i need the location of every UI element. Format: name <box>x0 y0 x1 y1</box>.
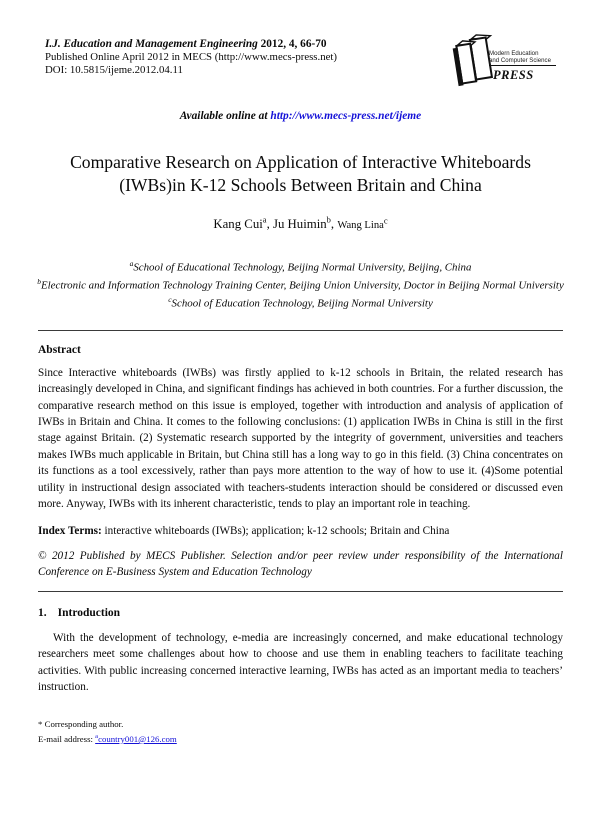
affiliation-b: $^b$Electronic and Information Technology Training Center, Beijing Union University, Doctor in Beijing Normal University <box>37 277 564 292</box>
books-icon <box>444 34 559 88</box>
author-1: Kang Cui$^a$, <box>213 215 273 232</box>
logo-press-label: PRESS <box>493 68 534 82</box>
mecs-press-logo <box>444 34 559 93</box>
section-heading-introduction <box>38 607 563 619</box>
author-list <box>0 215 601 232</box>
journal-info <box>45 38 337 78</box>
abstract-heading: Abstract <box>38 343 81 356</box>
abstract-divider <box>38 330 563 331</box>
abstract-body: Since Interactive whiteboards (IWBs) was firstly applied to k-12 schools in Britain, the related research has increasingly developed in China, and significant findings has achieved in both countries. For a further discussion, the comparative research method on this issue is employed, together with introduction and analysis of application of IWBs in Britain and China. It comes to the following conclusions: (1) application IWBs in China is still in the first stage against Britain. (2) Systematic research supported by the integrity of government, universities and teachers makes IWBs much applicable in Britain, but China still has a long way to go in this field. (3) China concentrates on its functions as a tool excessively, rather than pays more attention to the way of how to use it. (4)Some potential utility in instructional design associated with teachers-students interaction should be considered or discussed even more. Anyway, IWBs with its inherent characteristic, tends to play an important role in teaching. <box>38 366 563 510</box>
index-terms-text: interactive whiteboards (IWBs); application; k-12 schools; Britain and China <box>101 525 450 538</box>
index-terms-label: Index Terms: <box>38 525 102 538</box>
corresponding-author-note: * Corresponding author. <box>38 719 124 730</box>
index-terms <box>38 525 563 537</box>
email-line <box>38 731 563 746</box>
journal-url-link[interactable]: http://www.mecs-press.net/ijeme <box>270 110 422 122</box>
journal-title-line <box>45 38 337 51</box>
paper-title-line2: (IWBs)in K-12 Schools Between Britain and China <box>119 174 482 195</box>
journal-issue: 2012, 4, 66-70 <box>257 38 327 50</box>
published-line: Published Online April 2012 in MECS (http://www.mecs-press.net) <box>45 51 337 64</box>
logo-org-line2: and Computer Science <box>489 57 551 64</box>
author-2: Ju Huimin$^b$, <box>272 215 338 232</box>
available-online-line <box>0 110 601 122</box>
email-label: E-mail address: <box>38 733 96 744</box>
available-online-prefix: Available online at <box>179 110 271 122</box>
introduction-paragraph: With the development of technology, e-media are increasingly concerned, and make educational technology researchers meet some challenges about how to choose and use them in enabling teachers to facilitate teaching activities. With public increasing concerned interactive learning, IWBs has acted as an important media to teachers’ instruction. <box>38 631 563 694</box>
journal-masthead <box>0 0 601 93</box>
paper-title-line1: Comparative Research on Application of Interactive Whiteboards <box>70 152 531 172</box>
author-3: Wang Lina$^c$ <box>337 215 388 232</box>
affiliation-a: $^a$School of Educational Technology, Beijing Normal University, Beijing, China <box>129 259 472 274</box>
section-divider <box>38 591 563 592</box>
section-title: Introduction <box>57 606 121 619</box>
journal-name: I.J. Education and Management Engineering <box>45 38 258 50</box>
affiliation-c: $^c$School of Education Technology, Beijing Normal University <box>168 294 433 310</box>
copyright-notice: © 2012 Published by MECS Publisher. Selection and/or peer review under responsibility of the International Conference on E-Business System and Education Technology <box>38 550 563 578</box>
affiliation-list <box>0 257 601 310</box>
footnote-block <box>38 719 563 745</box>
section-number: 1. <box>38 606 47 619</box>
paper-title <box>40 151 561 196</box>
doi-line: DOI: 10.5815/ijeme.2012.04.11 <box>45 64 183 77</box>
logo-org-line1: Modern Education <box>489 50 539 57</box>
email-link[interactable]: $^a$country001@126.com <box>95 733 177 744</box>
